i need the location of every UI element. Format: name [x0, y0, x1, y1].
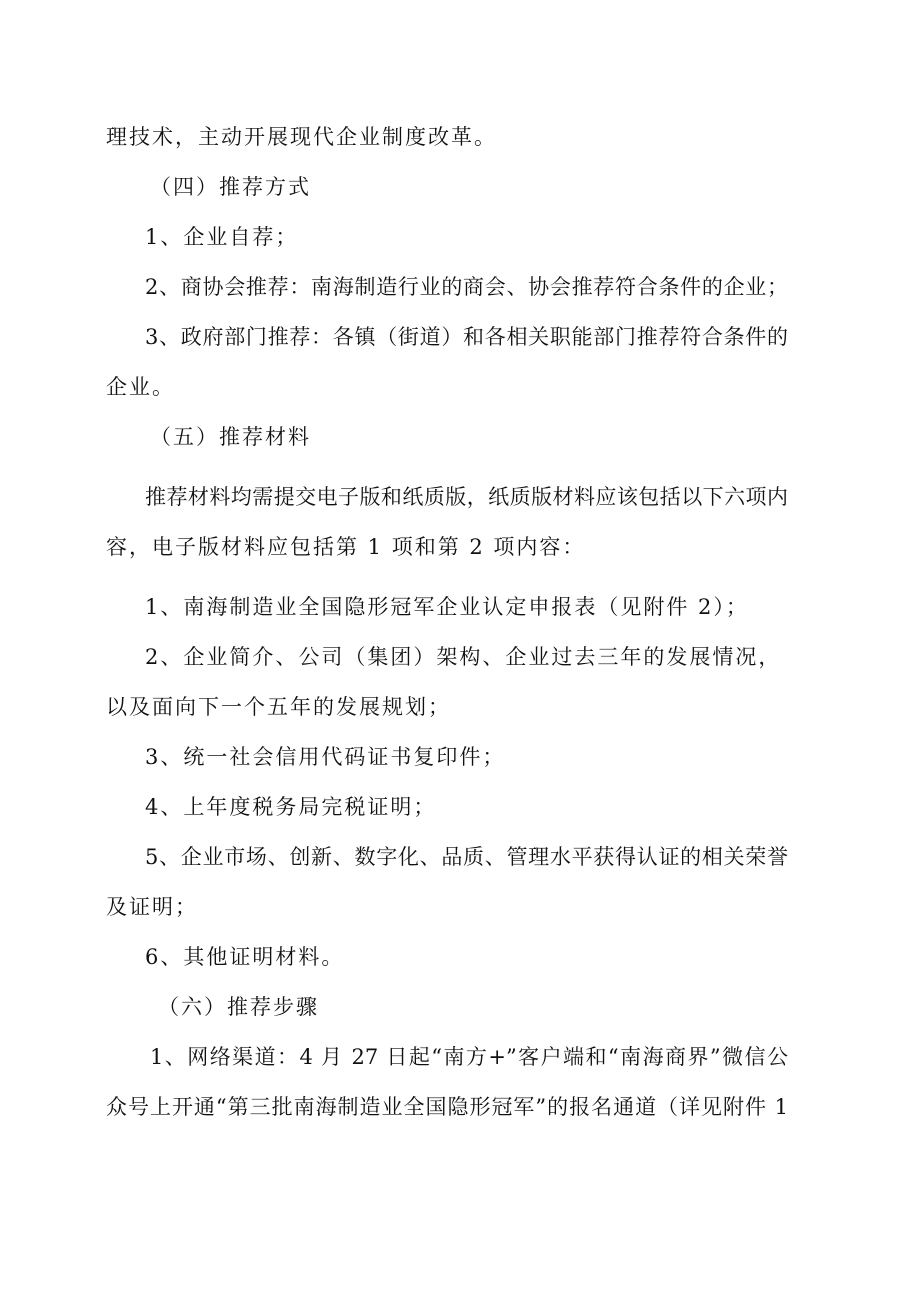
paragraph-line: 容，电子版材料应包括第 1 项和第 2 项内容： [106, 535, 586, 559]
list-item: 6、其他证明材料。 [145, 945, 345, 969]
paragraph-line: 企业。 [106, 375, 175, 399]
paragraph-line: 以及面向下一个五年的发展规划； [106, 695, 451, 719]
paragraph-line: 及证明； [106, 895, 198, 919]
section-heading-5: （五）推荐材料 [150, 425, 311, 449]
list-item: 4、上年度税务局完税证明； [145, 795, 437, 819]
list-item: 3、统一社会信用代码证书复印件； [145, 745, 506, 769]
section-heading-6: （六）推荐步骤 [158, 995, 319, 1019]
paragraph-line: 众号上开通“第三批南海制造业全国隐形冠军”的报名通道（详见附件 1 [106, 1095, 788, 1119]
list-item: 2、企业简介、公司（集团）架构、企业过去三年的发展情况， [145, 645, 782, 669]
list-item: 3、政府部门推荐：各镇（街道）和各相关职能部门推荐符合条件的 [145, 325, 788, 349]
paragraph-line: 理技术，主动开展现代企业制度改革。 [106, 125, 497, 149]
paragraph-line: 推荐材料均需提交电子版和纸质版，纸质版材料应该包括以下六项内 [145, 485, 788, 509]
list-item: 5、企业市场、创新、数字化、品质、管理水平获得认证的相关荣誉 [145, 845, 788, 869]
list-item: 1、企业自荐； [145, 225, 299, 249]
list-item: 2、商协会推荐：南海制造行业的商会、协会推荐符合条件的企业； [145, 275, 788, 299]
list-item: 1、网络渠道：4 月 27 日起“南方+”客户端和“南海商界”微信公 [150, 1045, 788, 1069]
list-item: 1、南海制造业全国隐形冠军企业认定申报表（见附件 2）； [145, 595, 749, 619]
section-heading-4: （四）推荐方式 [150, 175, 311, 199]
